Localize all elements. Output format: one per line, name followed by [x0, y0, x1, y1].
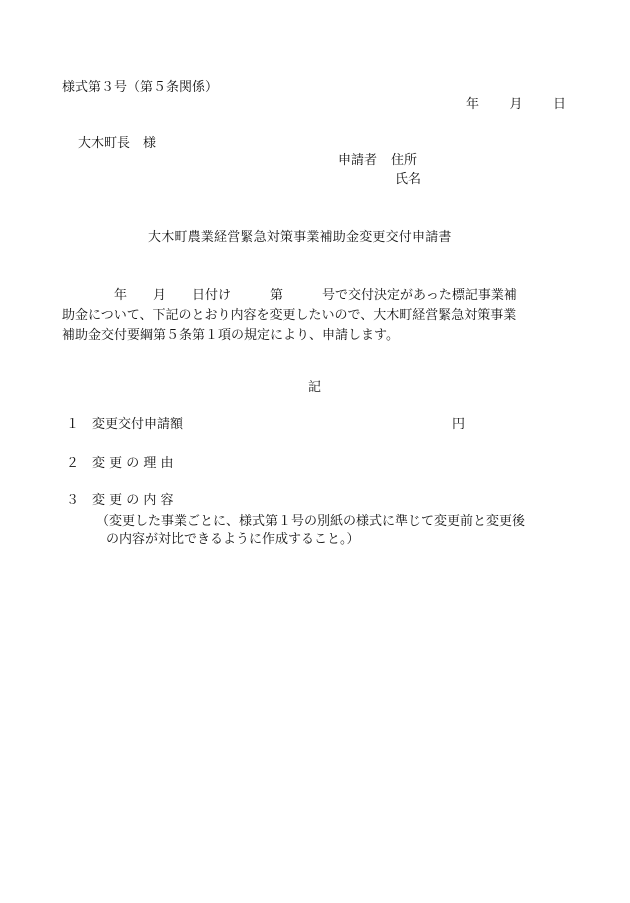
- date-year-label: 年: [466, 97, 480, 112]
- item-change-amount: [66, 418, 183, 431]
- applicant-label: 申請者: [338, 153, 378, 168]
- item-number: １: [66, 417, 80, 432]
- addressee: 大木町長 様: [78, 136, 157, 151]
- item-number: ２: [66, 456, 80, 471]
- applicant-name-label: 氏名: [395, 172, 422, 187]
- yen-unit: 円: [452, 417, 466, 432]
- date-month-label: 月: [509, 97, 523, 112]
- item-change-reason: [66, 457, 174, 470]
- applicant-address-row: [338, 154, 417, 167]
- date-day-label: 日: [552, 97, 566, 112]
- item-label: 変 更 の 内 容: [92, 493, 174, 508]
- body-line-3: 補助金交付要綱第５条第１項の規定により、申請します。: [62, 328, 399, 343]
- item-label: 変 更 の 理 由: [92, 456, 174, 471]
- date-line: [466, 98, 566, 111]
- note-line-1: （変更した事業ごとに、様式第１号の別紙の様式に準じて変更前と変更後: [96, 514, 526, 529]
- note-line-2: の内容が対比できるように作成すること。）: [106, 532, 360, 547]
- item-label: 変更交付申請額: [92, 417, 184, 432]
- body-paragraph: [62, 286, 572, 346]
- item-change-content: [66, 494, 174, 507]
- address-label: 住所: [391, 153, 418, 168]
- body-line-1: 年 月 日付け 第 号で交付決定があった標記事業補: [62, 288, 517, 303]
- ki-heading: 記: [308, 380, 322, 395]
- document-title: 大木町農業経営緊急対策事業補助金変更交付申請書: [148, 230, 452, 245]
- item-number: ３: [66, 493, 80, 508]
- form-number: 様式第３号（第５条関係）: [62, 80, 219, 95]
- change-content-note: [96, 513, 525, 549]
- body-line-2: 助金について、下記のとおり内容を変更したいので、大木町経営緊急対策事業: [62, 308, 517, 323]
